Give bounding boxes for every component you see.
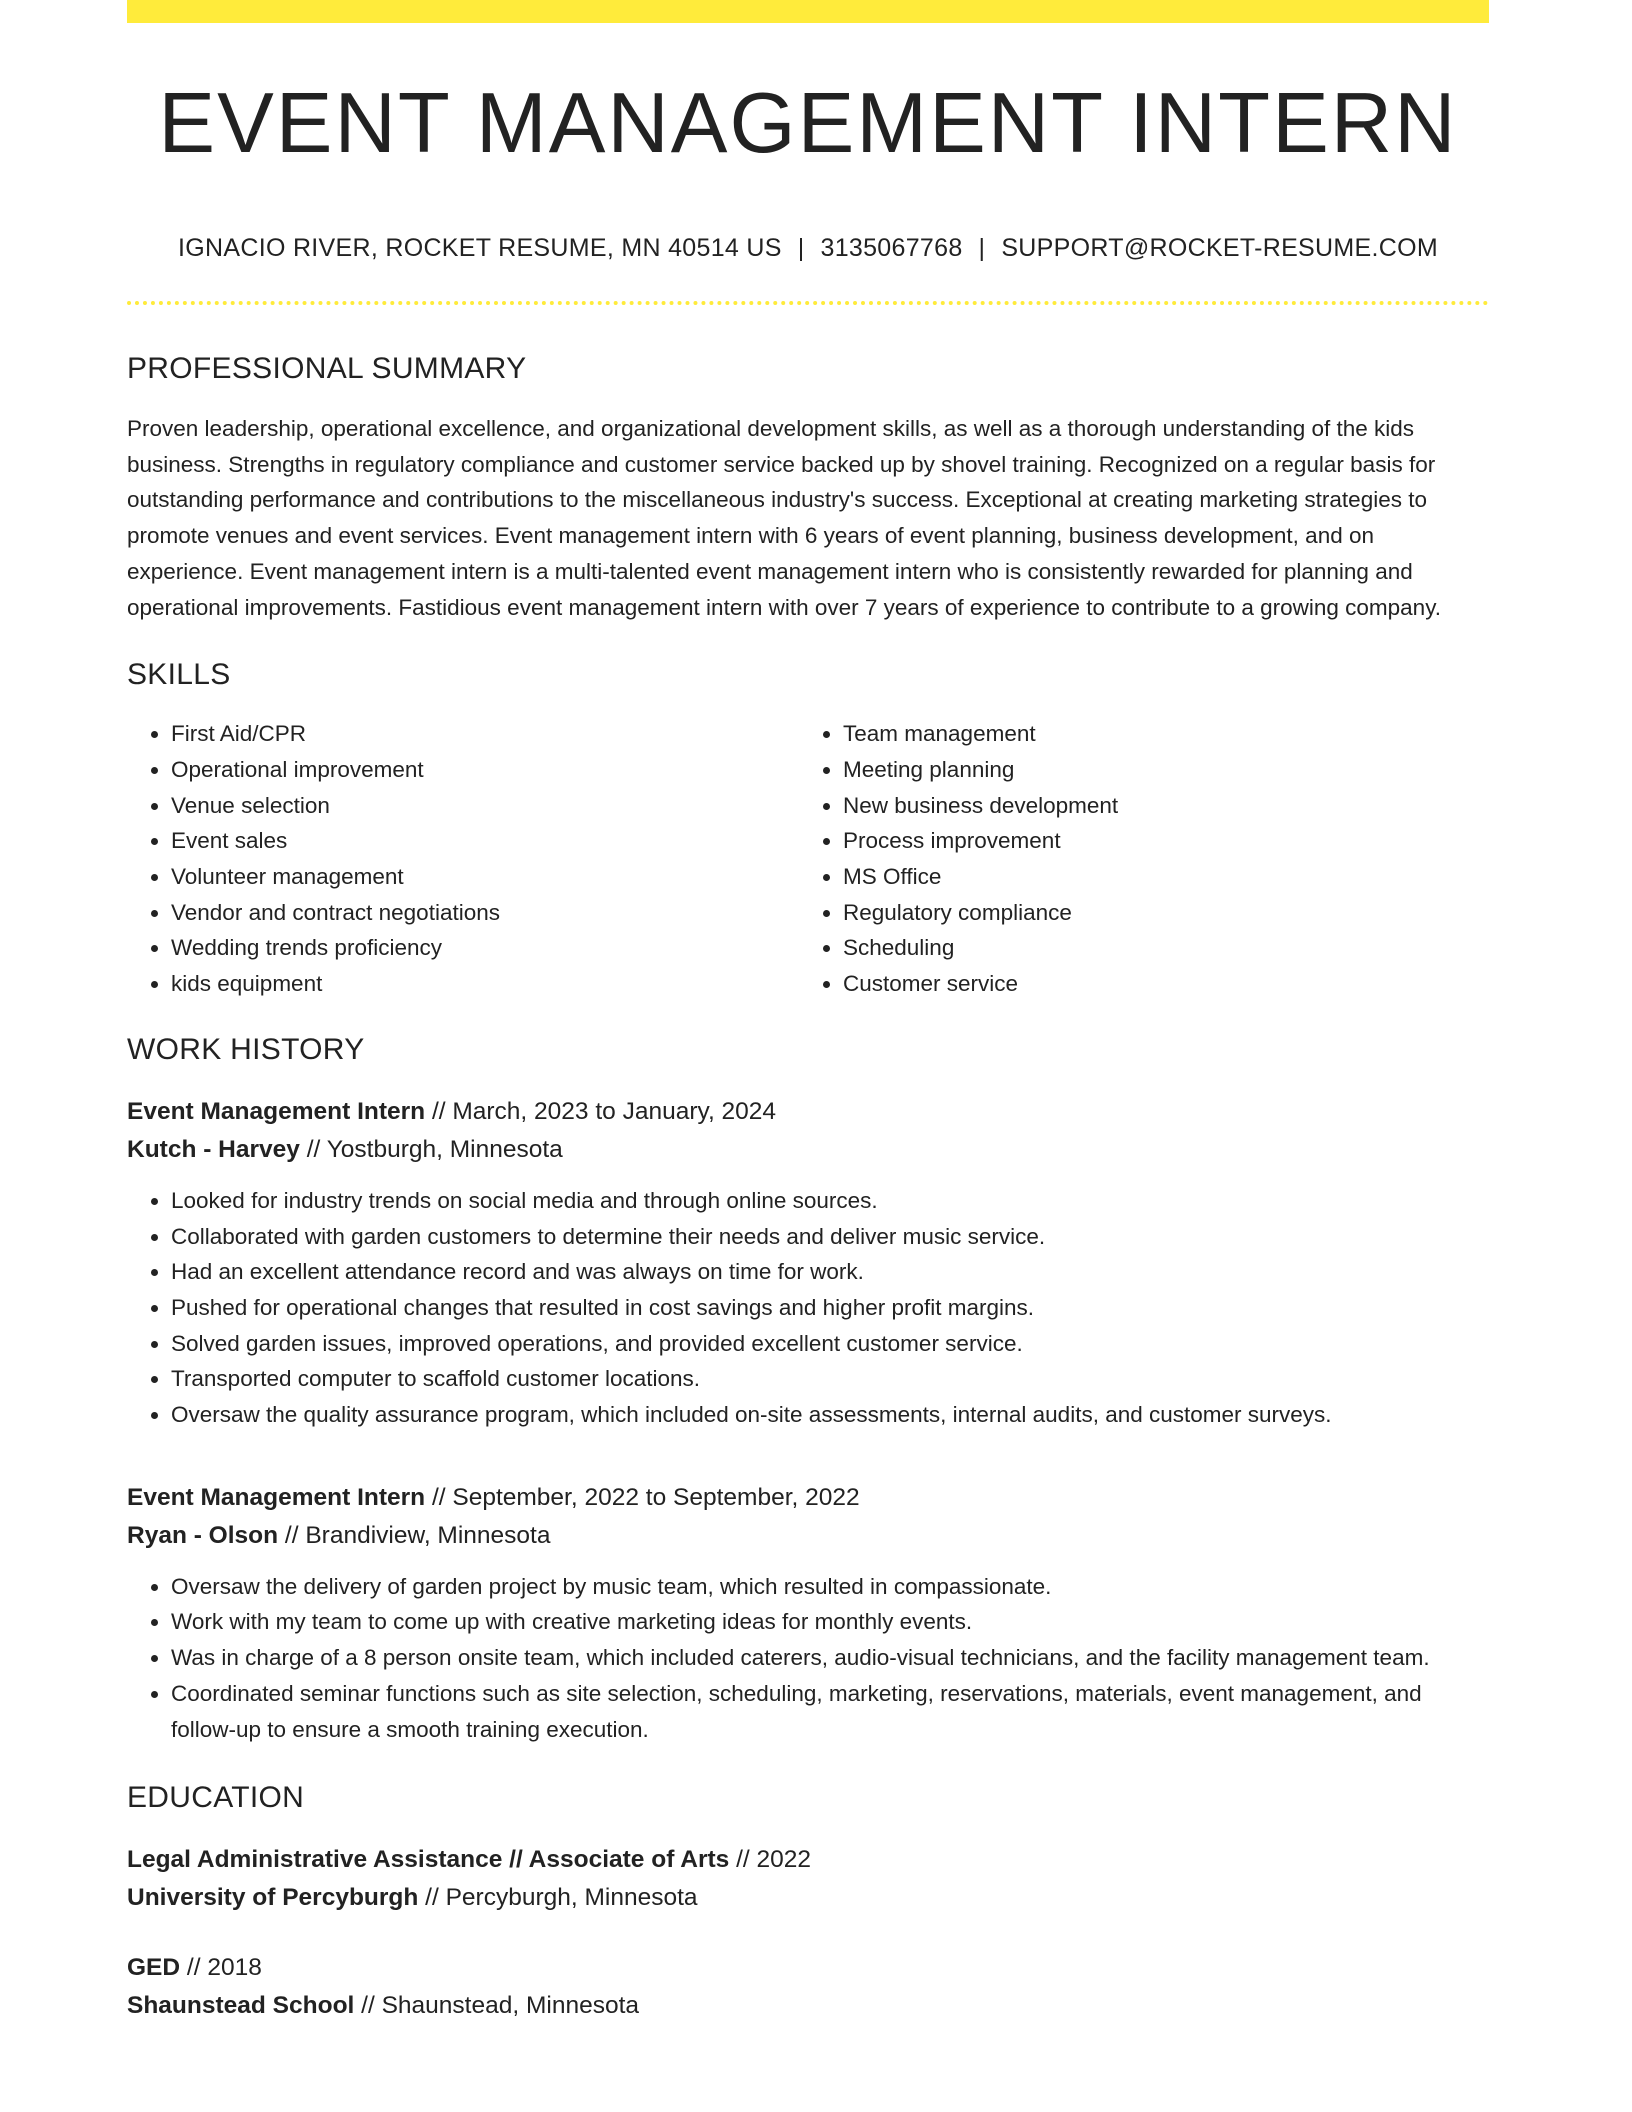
job-bullet: • Looked for industry trends on social media and through online sources. — [171, 1183, 1489, 1219]
job-bullets — [127, 1569, 1489, 1748]
skill-item: • MS Office — [843, 859, 1471, 895]
skill-item: • Team management — [843, 716, 1471, 752]
skill-item: • Vendor and contract negotiations — [171, 895, 799, 931]
job-bullet: • Collaborated with garden customers to determine their needs and deliver music service. — [171, 1219, 1489, 1255]
skills-list-left — [127, 716, 799, 1002]
job-dates: // March, 2023 to January, 2024 — [425, 1097, 777, 1125]
education-year: // 2022 — [729, 1846, 811, 1874]
contact-separator: | — [978, 234, 986, 262]
skill-item: • Volunteer management — [171, 859, 799, 895]
contact-line — [127, 236, 1489, 261]
job-location: // Brandiview, Minnesota — [278, 1521, 551, 1549]
job-entry — [127, 1479, 1489, 1748]
skill-item: • New business development — [843, 788, 1471, 824]
job-bullet: • Pushed for operational changes that resulted in cost savings and higher profit margins. — [171, 1290, 1489, 1326]
contact-email: SUPPORT@ROCKET-RESUME.COM — [1001, 234, 1438, 262]
job-bullet: • Was in charge of a 8 person onsite team, which included caterers, audio-visual technicians, and the facility management team. — [171, 1640, 1489, 1676]
skills-grid — [127, 716, 1489, 1002]
job-title-line — [127, 1093, 1489, 1131]
education-degree: Legal Administrative Assistance // Associate of Arts — [127, 1846, 730, 1874]
education-degree-line — [127, 1841, 1489, 1879]
education-school-line — [127, 1879, 1489, 1917]
skill-item: • Scheduling — [843, 930, 1471, 966]
education-location: // Shaunstead, Minnesota — [354, 1992, 640, 2020]
skills-list-right — [799, 716, 1471, 1002]
summary-heading: PROFESSIONAL SUMMARY — [127, 352, 527, 385]
job-bullet: • Oversaw the delivery of garden project by music team, which resulted in compassionate. — [171, 1569, 1489, 1605]
job-bullet: • Transported computer to scaffold customer locations. — [171, 1361, 1489, 1397]
skill-item: • Meeting planning — [843, 752, 1471, 788]
job-company-line — [127, 1131, 1489, 1169]
skill-item: • Process improvement — [843, 823, 1471, 859]
skill-item: • Customer service — [843, 966, 1471, 1002]
skill-item: • Venue selection — [171, 788, 799, 824]
job-bullet: • Coordinated seminar functions such as site selection, scheduling, marketing, reservations, materials, event management, and follow-up to ensure a smooth training execution. — [171, 1676, 1489, 1747]
job-bullet: • Work with my team to come up with creative marketing ideas for monthly events. — [171, 1604, 1489, 1640]
dotted-divider — [127, 301, 1489, 305]
skills-heading: SKILLS — [127, 658, 231, 692]
education-degree-line — [127, 1949, 1489, 1987]
education-entry — [127, 1949, 1489, 2025]
education-entry — [127, 1841, 1489, 1917]
job-location: // Yostburgh, Minnesota — [299, 1135, 563, 1163]
job-title: Event Management Intern — [127, 1097, 426, 1125]
job-bullet: • Had an excellent attendance record and was always on time for work. — [171, 1254, 1489, 1290]
job-title-line — [127, 1479, 1489, 1517]
job-title: Event Management Intern — [127, 1483, 426, 1511]
skill-item: • Wedding trends proficiency — [171, 930, 799, 966]
job-company: Ryan - Olson — [127, 1521, 279, 1549]
skill-item: • Regulatory compliance — [843, 895, 1471, 931]
job-bullet: • Solved garden issues, improved operations, and provided excellent customer service. — [171, 1326, 1489, 1362]
summary-text: Proven leadership, operational excellence, and organizational development skills, as well as a thorough understanding of the kids business. Strengths in regulatory compliance and customer service backed up by shovel training. Recognized on a regular basis for outstanding performance and contributions to the miscellaneous industry's success. Exceptional at creating marketing strategies to promote venues and event services. Event management intern with 6 years of event planning, business development, and on experience. Event management intern is a multi-talented event management intern who is consistently rewarded for planning and operational improvements. Fastidious event management intern with over 7 years of experience to contribute to a growing company. — [127, 416, 1442, 620]
contact-phone: 3135067768 — [820, 234, 963, 262]
job-entry — [127, 1093, 1489, 1433]
education-school: University of Percyburgh — [127, 1884, 419, 1912]
job-company-line — [127, 1517, 1489, 1555]
contact-separator: | — [797, 234, 805, 262]
education-degree: GED — [127, 1954, 181, 1982]
education-school: Shaunstead School — [127, 1992, 355, 2020]
skill-item: • First Aid/CPR — [171, 716, 799, 752]
job-bullets — [127, 1183, 1489, 1433]
job-bullet: • Oversaw the quality assurance program, which included on-site assessments, internal audits, and customer surveys. — [171, 1397, 1489, 1433]
education-school-line — [127, 1987, 1489, 2025]
skill-item: • kids equipment — [171, 966, 799, 1002]
resume-title: EVENT MANAGEMENT INTERN — [158, 76, 1458, 171]
skill-item: • Operational improvement — [171, 752, 799, 788]
job-dates: // September, 2022 to September, 2022 — [425, 1483, 860, 1511]
resume-page — [127, 0, 1489, 2025]
work-history-heading: WORK HISTORY — [127, 1032, 365, 1066]
education-heading: EDUCATION — [127, 1781, 305, 1815]
skill-item: • Event sales — [171, 823, 799, 859]
education-location: // Percyburgh, Minnesota — [418, 1884, 698, 1912]
education-year: // 2018 — [180, 1954, 262, 1982]
contact-address: IGNACIO RIVER, ROCKET RESUME, MN 40514 US — [178, 234, 782, 262]
accent-top-bar — [127, 0, 1489, 23]
job-company: Kutch - Harvey — [127, 1135, 300, 1163]
